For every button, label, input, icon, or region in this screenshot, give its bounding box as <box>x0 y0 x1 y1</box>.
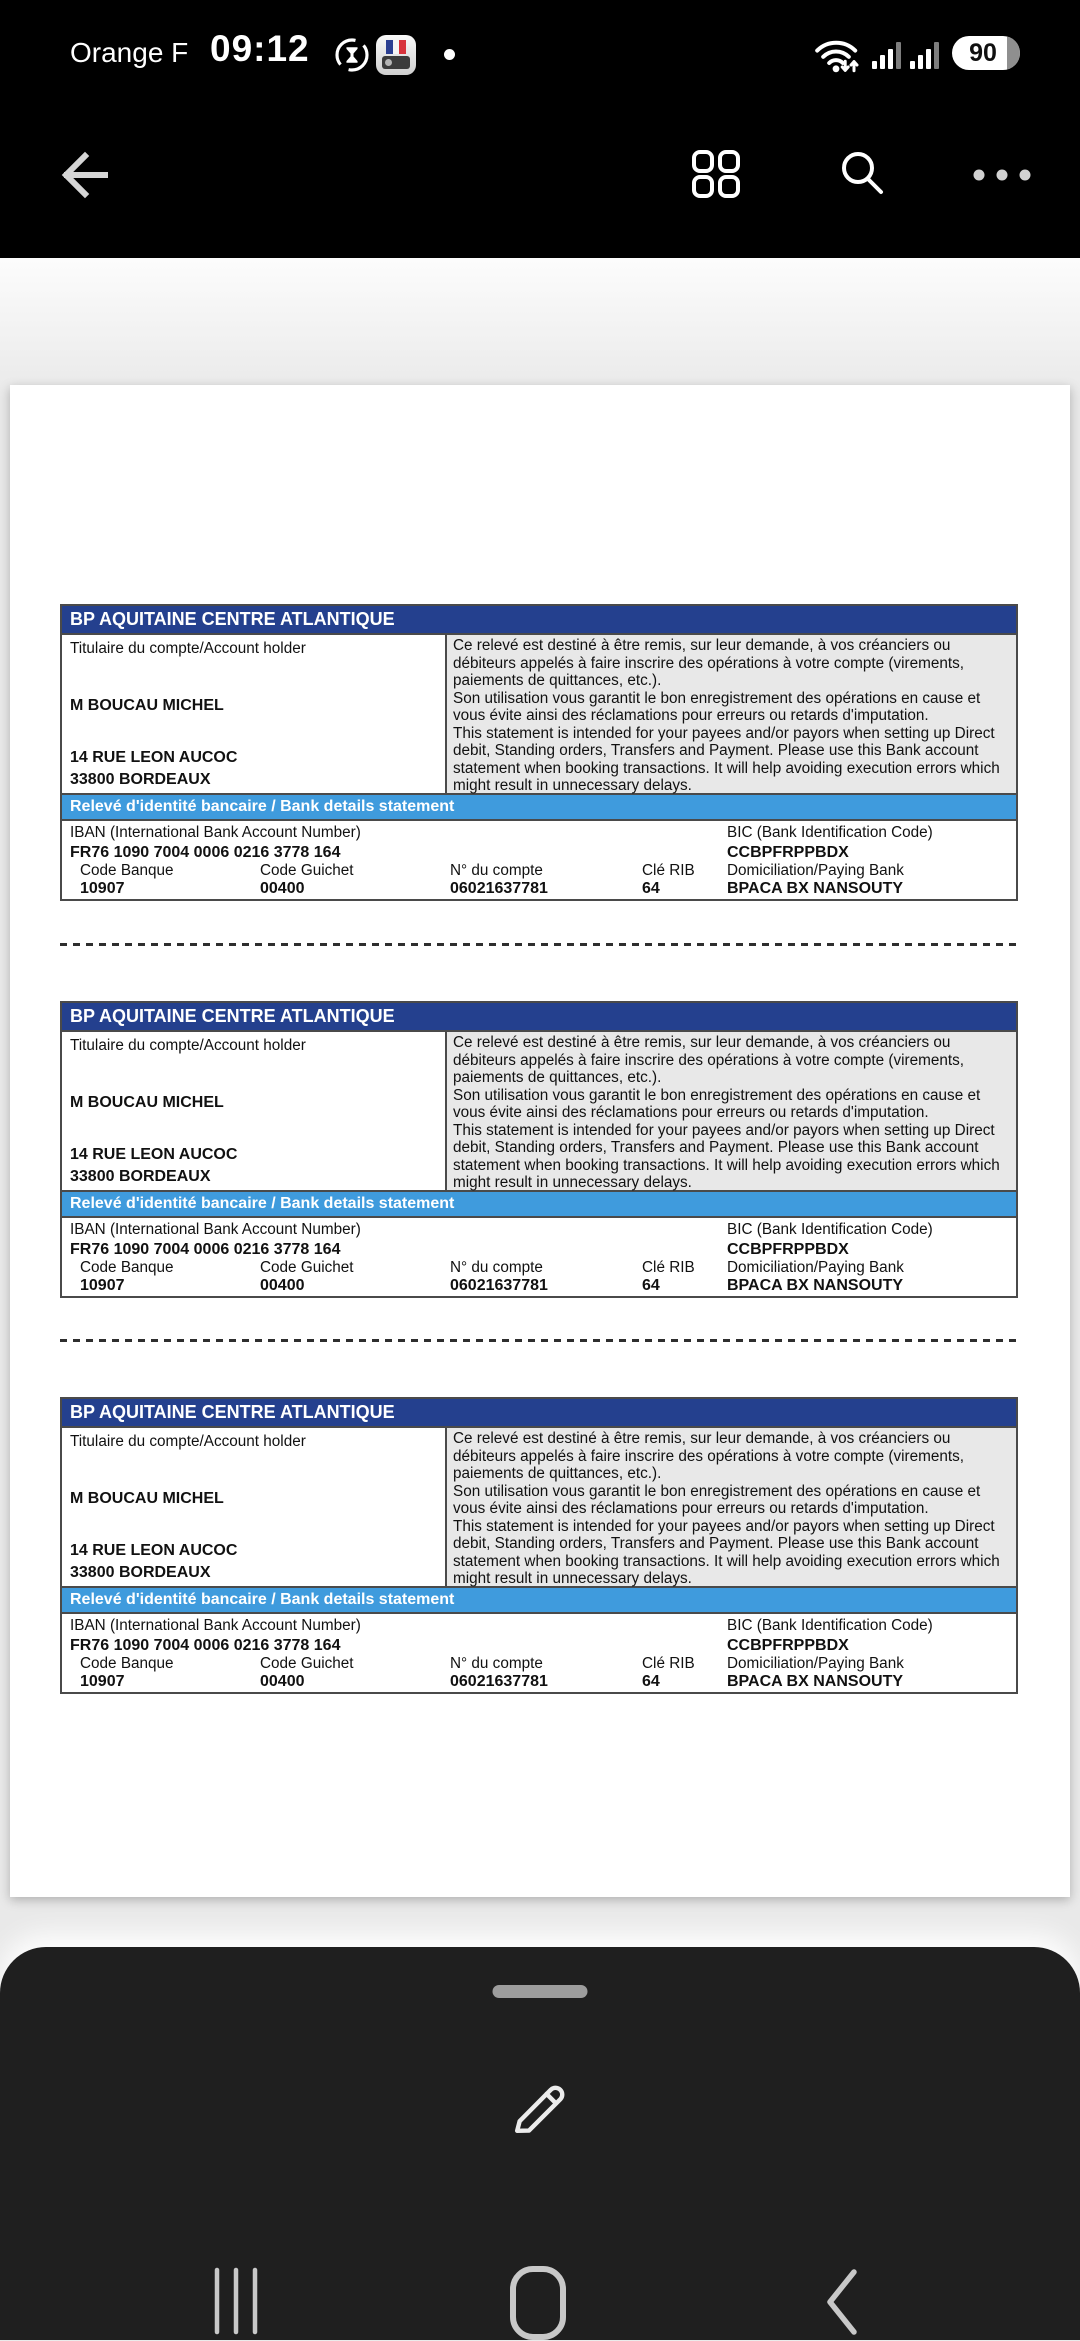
rib-body-row <box>62 1030 1016 1190</box>
bank-name-header: BP AQUITAINE CENTRE ATLANTIQUE <box>62 606 1016 633</box>
account-holder-cell <box>62 1428 445 1586</box>
rib-key-label: Clé RIB <box>642 1259 695 1276</box>
bic-value: CCBPFRPPBDX <box>727 844 849 861</box>
holder-name: M BOUCAU MICHEL <box>70 1490 224 1507</box>
holder-label: Titulaire du compte/Account holder <box>70 640 306 657</box>
account-number-value: 06021637781 <box>450 880 548 897</box>
rib-block-3 <box>60 1397 1018 1694</box>
bank-name-header: BP AQUITAINE CENTRE ATLANTIQUE <box>62 1399 1016 1426</box>
domiciliation-label: Domiciliation/Paying Bank <box>727 1655 904 1672</box>
notice-fr-1: Ce relevé est destiné à être remis, sur leur demande, à vos créanciers ou débiteurs appelés à faire inscrire des opérations à votre compte (virements, paiements de quittances, etc.). <box>453 637 964 689</box>
clock: 09:12 <box>210 28 310 69</box>
iban-value: FR76 1090 7004 0006 0216 3778 164 <box>70 1241 341 1258</box>
rib-table <box>60 1001 1018 1298</box>
bic-value: CCBPFRPPBDX <box>727 1241 849 1258</box>
iban-value: FR76 1090 7004 0006 0216 3778 164 <box>70 844 341 861</box>
battery-percent: 90 <box>969 39 997 67</box>
recents-nav-icon[interactable] <box>213 2267 259 2335</box>
domiciliation-value: BPACA BX NANSOUTY <box>727 880 904 897</box>
back-icon[interactable] <box>58 148 112 202</box>
signal-strength-icon <box>872 38 904 70</box>
notice-cell <box>445 635 1016 793</box>
bic-label: BIC (Bank Identification Code) <box>727 824 933 841</box>
rib-block-2 <box>60 1001 1018 1298</box>
bank-code-value: 10907 <box>80 1277 125 1294</box>
home-nav-icon[interactable] <box>509 2265 567 2341</box>
rib-details-row <box>62 1614 1016 1692</box>
account-holder-cell <box>62 635 445 793</box>
bank-code-label: Code Banque <box>80 1259 174 1276</box>
rib-section-header: Relevé d'identité bancaire / Bank details statement <box>62 1190 1016 1218</box>
iban-label: IBAN (International Bank Account Number) <box>70 824 361 841</box>
carrier-label: Orange F <box>70 37 189 68</box>
bic-value: CCBPFRPPBDX <box>727 1637 849 1654</box>
address-line: 33800 BORDEAUX <box>70 1168 211 1185</box>
notice-fr-2: Son utilisation vous garantit le bon enregistrement des opérations en cause et vous évite ainsi des réclamations pour erreurs ou retards d'imputation. <box>453 689 981 724</box>
account-number-label: N° du compte <box>450 862 543 879</box>
status-and-toolbar <box>0 0 1080 258</box>
hourglass-notification-icon <box>334 37 370 73</box>
bic-label: BIC (Bank Identification Code) <box>727 1221 933 1238</box>
account-number-value: 06021637781 <box>450 1277 548 1294</box>
domiciliation-label: Domiciliation/Paying Bank <box>727 1259 904 1276</box>
branch-code-label: Code Guichet <box>260 1259 354 1276</box>
holder-name: M BOUCAU MICHEL <box>70 697 224 714</box>
bic-label: BIC (Bank Identification Code) <box>727 1617 933 1634</box>
notification-dot <box>444 49 455 60</box>
domiciliation-value: BPACA BX NANSOUTY <box>727 1277 904 1294</box>
notice-fr-1: Ce relevé est destiné à être remis, sur leur demande, à vos créanciers ou débiteurs appelés à faire inscrire des opérations à votre compte (virements, paiements de quittances, etc.). <box>453 1430 964 1482</box>
bottom-sheet <box>0 1947 1080 2340</box>
address-line: 14 RUE LEON AUCOC <box>70 1146 238 1163</box>
branch-code-value: 00400 <box>260 880 305 897</box>
wifi-icon <box>812 34 862 76</box>
radio-device-icon <box>382 56 410 69</box>
notice-en: This statement is intended for your payees and/or payors when setting up Direct debit, Standing orders, Transfers and Payment. Please use this Bank account statement when booking transactions. It will help avoiding execution errors which might result in unnecessary delays. <box>453 1517 1000 1587</box>
bank-code-label: Code Banque <box>80 1655 174 1672</box>
cut-line <box>60 1339 1018 1342</box>
rib-key-label: Clé RIB <box>642 1655 695 1672</box>
holder-label: Titulaire du compte/Account holder <box>70 1037 306 1054</box>
rib-key-label: Clé RIB <box>642 862 695 879</box>
address-line: 33800 BORDEAUX <box>70 771 211 788</box>
notice-fr-2: Son utilisation vous garantit le bon enregistrement des opérations en cause et vous évite ainsi des réclamations pour erreurs ou retards d'imputation. <box>453 1482 981 1517</box>
french-flag-icon <box>386 40 406 54</box>
document-page[interactable] <box>10 385 1070 1897</box>
rib-block-1 <box>60 604 1018 901</box>
account-holder-cell <box>62 1032 445 1190</box>
back-nav-icon[interactable] <box>822 2267 862 2337</box>
bank-code-value: 10907 <box>80 1673 125 1690</box>
branch-code-label: Code Guichet <box>260 1655 354 1672</box>
address-line: 33800 BORDEAUX <box>70 1564 211 1581</box>
holder-label: Titulaire du compte/Account holder <box>70 1433 306 1450</box>
bank-code-value: 10907 <box>80 880 125 897</box>
notice-cell <box>445 1428 1016 1586</box>
search-icon[interactable] <box>836 148 888 200</box>
notice-fr-2: Son utilisation vous garantit le bon enregistrement des opérations en cause et vous évite ainsi des réclamations pour erreurs ou retards d'imputation. <box>453 1086 981 1121</box>
holder-name: M BOUCAU MICHEL <box>70 1094 224 1111</box>
branch-code-value: 00400 <box>260 1673 305 1690</box>
radio-france-app-icon <box>376 35 416 75</box>
grid-view-icon[interactable] <box>690 148 742 200</box>
rib-body-row <box>62 1426 1016 1586</box>
notice-en: This statement is intended for your payees and/or payors when setting up Direct debit, Standing orders, Transfers and Payment. Please use this Bank account statement when booking transactions. It will help avoiding execution errors which might result in unnecessary delays. <box>453 1121 1000 1191</box>
rib-body-row <box>62 633 1016 793</box>
iban-label: IBAN (International Bank Account Number) <box>70 1617 361 1634</box>
battery-indicator <box>952 36 1020 70</box>
bank-name-header: BP AQUITAINE CENTRE ATLANTIQUE <box>62 1003 1016 1030</box>
branch-code-label: Code Guichet <box>260 862 354 879</box>
account-number-label: N° du compte <box>450 1655 543 1672</box>
notice-fr-1: Ce relevé est destiné à être remis, sur leur demande, à vos créanciers ou débiteurs appelés à faire inscrire des opérations à votre compte (virements, paiements de quittances, etc.). <box>453 1034 964 1086</box>
rib-details-row <box>62 1218 1016 1296</box>
bank-code-label: Code Banque <box>80 862 174 879</box>
rib-key-value: 64 <box>642 1673 660 1690</box>
notice-en: This statement is intended for your payees and/or payors when setting up Direct debit, Standing orders, Transfers and Payment. Please use this Bank account statement when booking transactions. It will help avoiding execution errors which might result in unnecessary delays. <box>453 724 1000 794</box>
branch-code-value: 00400 <box>260 1277 305 1294</box>
domiciliation-value: BPACA BX NANSOUTY <box>727 1673 904 1690</box>
signal-strength-icon-2 <box>910 38 942 70</box>
domiciliation-label: Domiciliation/Paying Bank <box>727 862 904 879</box>
rib-table <box>60 1397 1018 1694</box>
iban-label: IBAN (International Bank Account Number) <box>70 1221 361 1238</box>
rib-section-header: Relevé d'identité bancaire / Bank details statement <box>62 1586 1016 1614</box>
address-line: 14 RUE LEON AUCOC <box>70 749 238 766</box>
viewer-background <box>0 258 1080 398</box>
rib-details-row <box>62 821 1016 899</box>
edit-pencil-icon[interactable] <box>507 2075 573 2141</box>
rib-key-value: 64 <box>642 1277 660 1294</box>
notice-cell <box>445 1032 1016 1190</box>
account-number-value: 06021637781 <box>450 1673 548 1690</box>
cut-line <box>60 943 1018 946</box>
iban-value: FR76 1090 7004 0006 0216 3778 164 <box>70 1637 341 1654</box>
rib-table <box>60 604 1018 901</box>
address-line: 14 RUE LEON AUCOC <box>70 1542 238 1559</box>
account-number-label: N° du compte <box>450 1259 543 1276</box>
rib-section-header: Relevé d'identité bancaire / Bank details statement <box>62 793 1016 821</box>
rib-key-value: 64 <box>642 880 660 897</box>
drag-handle[interactable] <box>493 1985 588 1998</box>
more-options-icon[interactable] <box>972 168 1042 182</box>
